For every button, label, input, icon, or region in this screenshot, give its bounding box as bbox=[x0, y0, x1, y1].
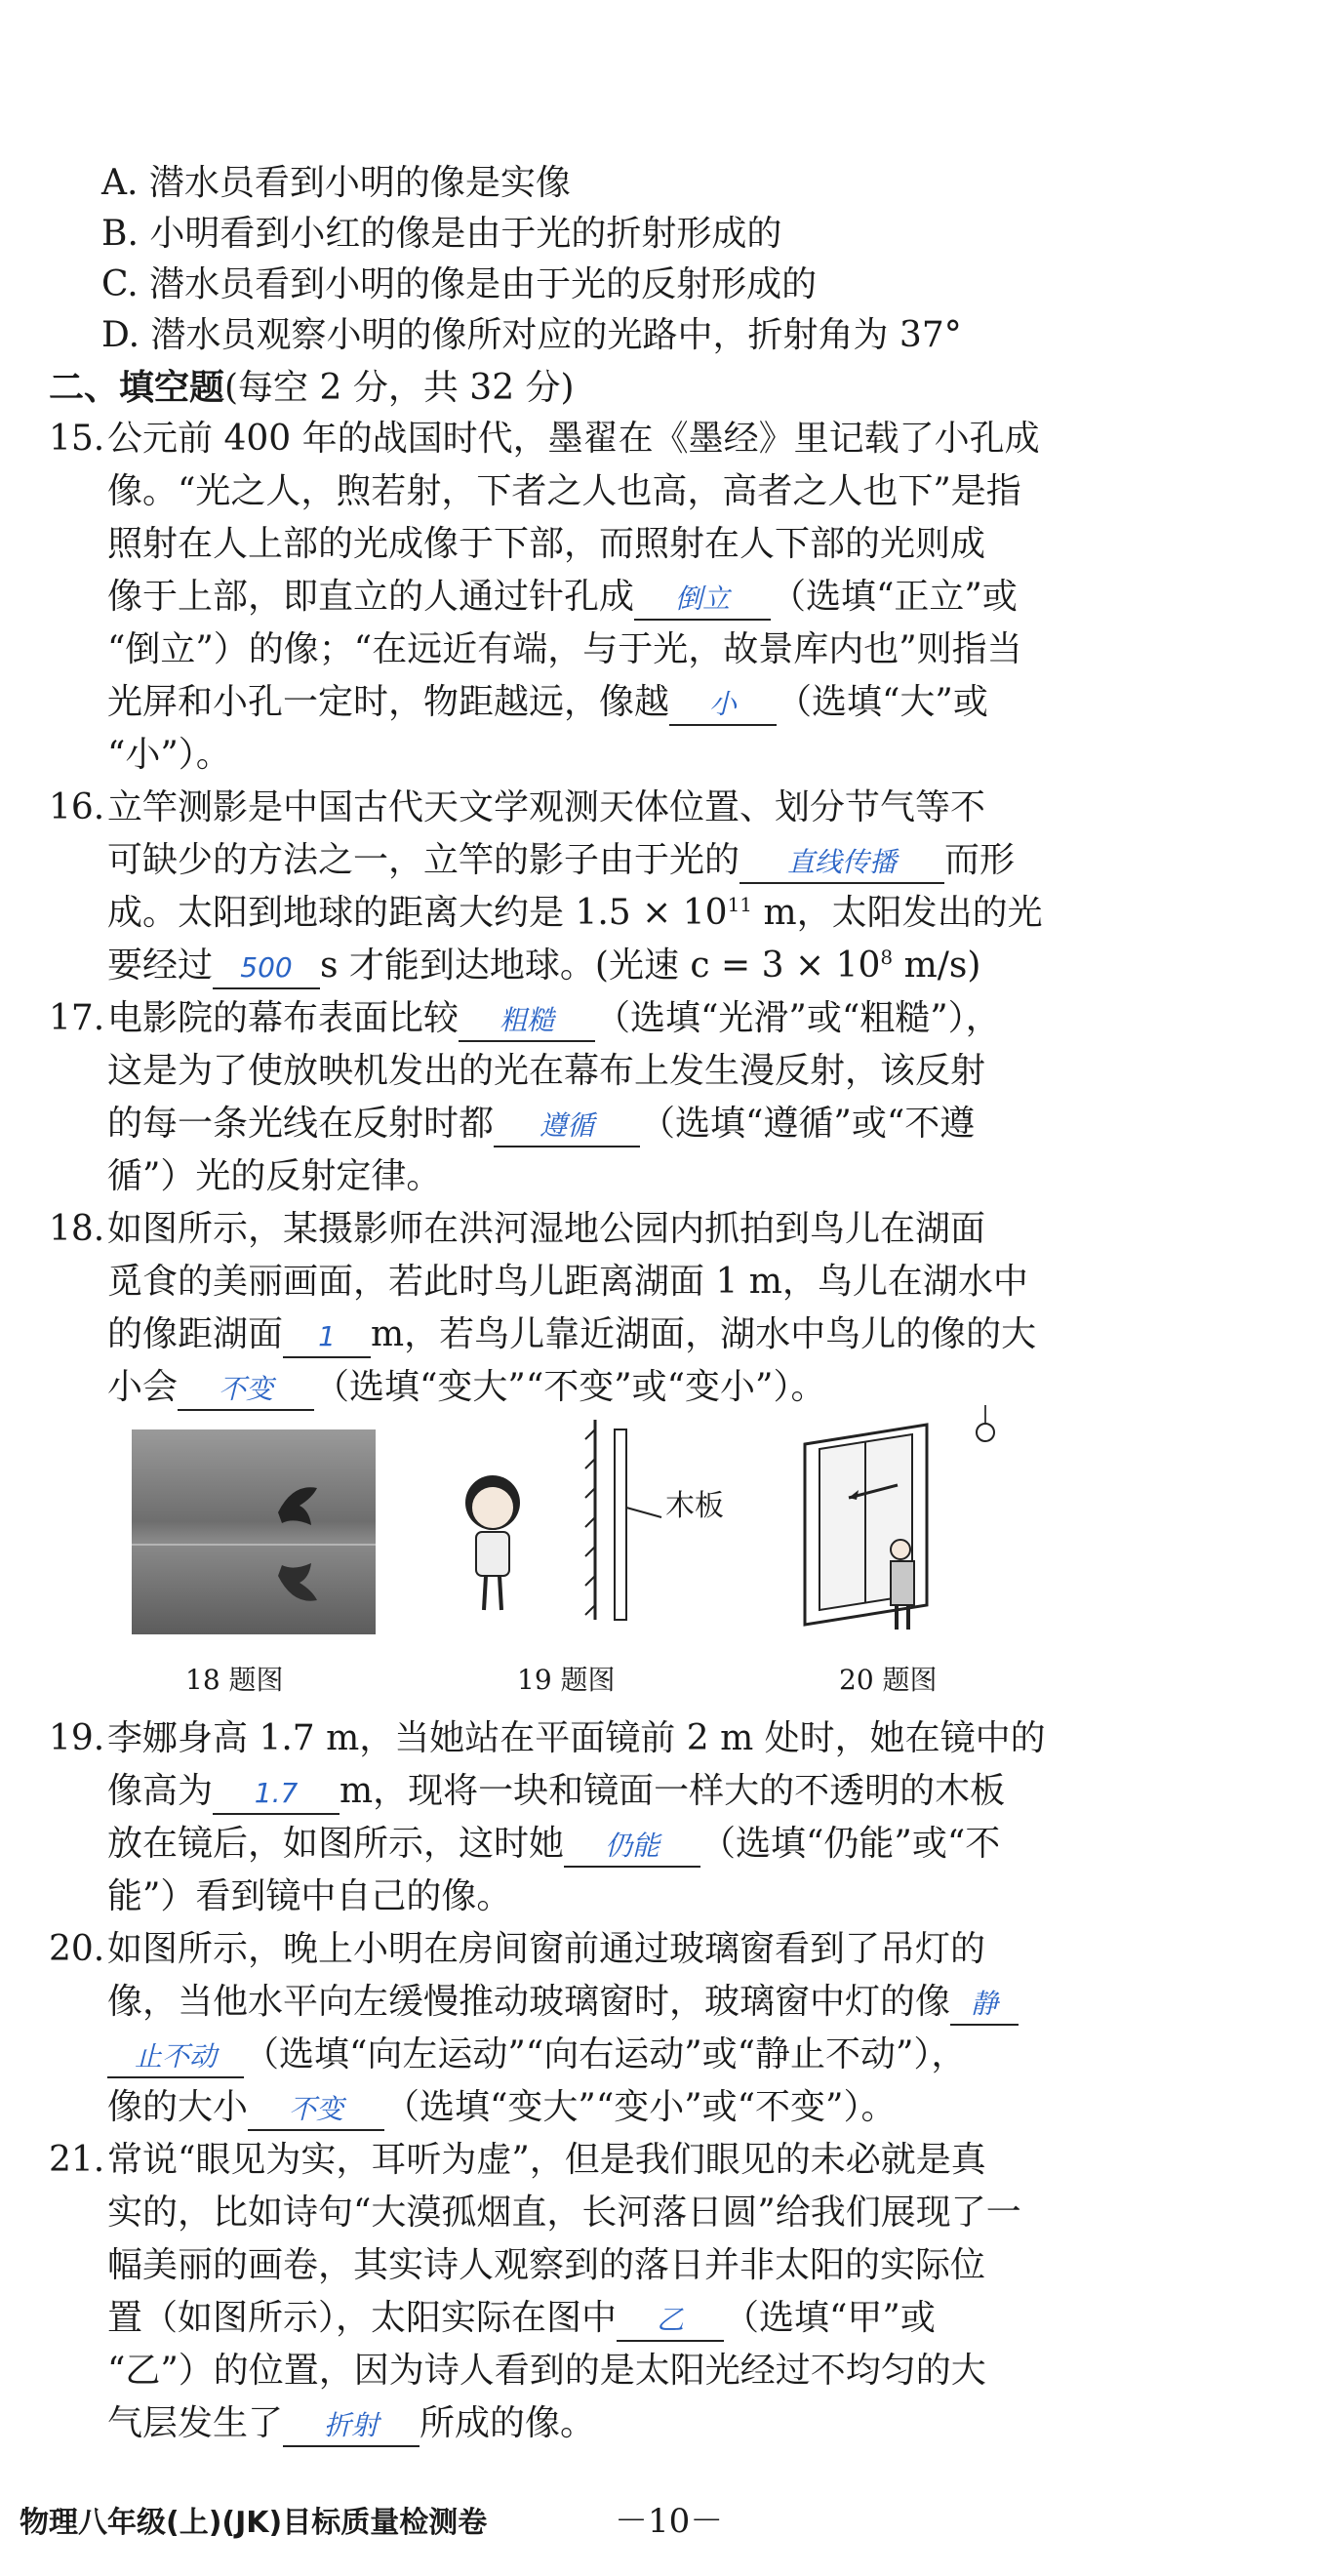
q20-line bbox=[107, 1977, 1019, 2028]
q21-text: 气层发生了 bbox=[107, 2403, 284, 2443]
q19-text: 像高为 bbox=[107, 1771, 214, 1811]
q19-line: 李娜身高 1.7 m，当她站在平面镜前 2 m 处时，她在镜中的 bbox=[107, 1718, 1046, 1758]
q15-answer-1: 倒立 bbox=[634, 580, 771, 621]
q19-text: （选填“仍能”或“不 bbox=[700, 1824, 1001, 1864]
q18-text: （选填“变大”“不变”或“变小”）。 bbox=[314, 1367, 826, 1407]
q15-line bbox=[107, 677, 988, 728]
q16-line bbox=[107, 941, 980, 991]
q19-answer-2: 仍能 bbox=[564, 1827, 700, 1868]
q16-number: 16. bbox=[49, 787, 105, 827]
q16-text: 要经过 bbox=[107, 946, 214, 986]
q20-line bbox=[107, 2030, 966, 2080]
q19-answer-1: 1.7 bbox=[213, 1774, 340, 1815]
option-a: A. 潜水员看到小明的像是实像 bbox=[101, 163, 571, 203]
q15-answer-2: 小 bbox=[669, 685, 777, 726]
q17-text: 电影院的幕布表面比较 bbox=[107, 998, 460, 1038]
q20-answer-1b: 止不动 bbox=[107, 2037, 244, 2078]
q17-line bbox=[107, 1099, 975, 1149]
q19-line: 能”）看到镜中自己的像。 bbox=[107, 1876, 512, 1916]
board-label: 木板 bbox=[665, 1489, 724, 1523]
q16-line bbox=[107, 888, 1043, 939]
q17-line: 这是为了使放映机发出的光在幕布上发生漫反射，该反射 bbox=[107, 1051, 986, 1091]
option-c: C. 潜水员看到小明的像是由于光的反射形成的 bbox=[101, 264, 818, 304]
q17-text: （选填“遵循”或“不遵 bbox=[640, 1104, 976, 1144]
q20-line: 如图所示，晚上小明在房间窗前通过玻璃窗看到了吊灯的 bbox=[107, 1929, 986, 1969]
q16-exponent: 8 bbox=[880, 946, 894, 969]
q20-line bbox=[107, 2082, 896, 2133]
q18-line bbox=[107, 1362, 825, 1413]
q15-text: （选填“大”或 bbox=[777, 682, 988, 722]
option-b: B. 小明看到小红的像是由于光的折射形成的 bbox=[101, 214, 782, 254]
q16-text: 成。太阳到地球的距离大约是 1.5 × 10 bbox=[107, 893, 728, 933]
q20-text: （选填“向左运动”“向右运动”或“静止不动”）， bbox=[244, 2034, 967, 2074]
section-title: 二、填空题 bbox=[49, 368, 225, 408]
caption-19: 19 题图 bbox=[517, 1664, 616, 1696]
q18-line bbox=[107, 1309, 1036, 1360]
q19-line bbox=[107, 1819, 1000, 1870]
q20-answer-1a: 静 bbox=[950, 1985, 1019, 2026]
q15-line: 像。“光之人，煦若射，下者之人也高，高者之人也下”是指 bbox=[107, 471, 1021, 511]
q15-line: “小”）。 bbox=[107, 735, 231, 775]
q21-answer-2: 折射 bbox=[283, 2406, 420, 2447]
caption-20: 20 题图 bbox=[839, 1664, 938, 1696]
q19-text: m，现将一块和镜面一样大的不透明的木板 bbox=[340, 1771, 1006, 1811]
q18-text: 的像距湖面 bbox=[107, 1314, 284, 1354]
q16-answer-2: 500 bbox=[213, 948, 320, 989]
figure-20-diagram bbox=[795, 1405, 1019, 1639]
q20-text: 像，当他水平向左缓慢推动玻璃窗时，玻璃窗中灯的像 bbox=[107, 1982, 951, 2022]
page-number: －10－ bbox=[615, 2502, 724, 2541]
q21-text: （选填“甲”或 bbox=[724, 2298, 936, 2338]
q15-text: （选填“正立”或 bbox=[771, 577, 1018, 617]
q16-text: 而形 bbox=[944, 840, 1016, 880]
q19-line bbox=[107, 1766, 1005, 1817]
q21-line: “乙”）的位置，因为诗人看到的是太阳光经过不均匀的大 bbox=[107, 2351, 986, 2391]
q15-line: 照射在人上部的光成像于下部，而照射在人下部的光则成 bbox=[107, 524, 986, 564]
q20-answer-2: 不变 bbox=[248, 2090, 384, 2131]
q21-line bbox=[107, 2293, 936, 2344]
q16-line: 立竿测影是中国古代天文学观测天体位置、划分节气等不 bbox=[107, 787, 986, 827]
q20-text: 像的大小 bbox=[107, 2087, 249, 2127]
q15-line bbox=[107, 572, 1018, 623]
q17-text: （选填“光滑”或“粗糙”）， bbox=[595, 998, 1001, 1038]
q17-line bbox=[107, 993, 1001, 1044]
q15-line: 公元前 400 年的战国时代，墨翟在《墨经》里记载了小孔成 bbox=[107, 419, 1040, 459]
section-heading bbox=[49, 363, 575, 414]
q18-line: 如图所示，某摄影师在洪河湿地公园内抓拍到鸟儿在湖面 bbox=[107, 1209, 986, 1249]
q16-line bbox=[107, 835, 1015, 886]
q18-line: 觅食的美丽画面，若此时鸟儿距离湖面 1 m，鸟儿在湖水中 bbox=[107, 1262, 1028, 1302]
q21-answer-1: 乙 bbox=[617, 2301, 724, 2342]
q16-text: m/s) bbox=[893, 946, 981, 986]
q17-text: 的每一条光线在反射时都 bbox=[107, 1104, 495, 1144]
q18-answer-1: 1 bbox=[283, 1317, 371, 1358]
q18-answer-2: 不变 bbox=[178, 1370, 314, 1411]
q17-answer-2: 遵循 bbox=[494, 1107, 640, 1147]
q15-line: “倒立”）的像；“在远近有端，与于光，故景库内也”则指当 bbox=[107, 629, 1022, 669]
q16-text: m，太阳发出的光 bbox=[752, 893, 1043, 933]
footer-title: 物理八年级(上)(JK)目标质量检测卷 bbox=[20, 2506, 488, 2540]
section-note: (每空 2 分，共 32 分) bbox=[224, 368, 575, 408]
q19-number: 19. bbox=[49, 1718, 105, 1758]
q21-number: 21. bbox=[49, 2140, 105, 2180]
figure-18-photo bbox=[132, 1429, 376, 1634]
q17-line: 循”）光的反射定律。 bbox=[107, 1156, 442, 1196]
q20-text: （选填“变大”“变小”或“不变”）。 bbox=[384, 2087, 897, 2127]
q21-text: 置（如图所示），太阳实际在图中 bbox=[107, 2298, 618, 2338]
q21-line: 幅美丽的画卷，其实诗人观察到的落日并非太阳的实际位 bbox=[107, 2245, 986, 2285]
option-d: D. 潜水员观察小明的像所对应的光路中，折射角为 37° bbox=[101, 315, 962, 355]
q21-line: 实的，比如诗句“大漠孤烟直，长河落日圆”给我们展现了一 bbox=[107, 2193, 1021, 2233]
q16-answer-1: 直线传播 bbox=[739, 843, 944, 884]
q17-number: 17. bbox=[49, 998, 105, 1038]
q21-text: 所成的像。 bbox=[420, 2403, 596, 2443]
q16-exponent: 11 bbox=[727, 893, 753, 916]
q19-text: 放在镜后，如图所示，这时她 bbox=[107, 1824, 565, 1864]
q16-text: 可缺少的方法之一，立竿的影子由于光的 bbox=[107, 840, 740, 880]
q21-line: 常说“眼见为实，耳听为虚”，但是我们眼见的未必就是真 bbox=[107, 2140, 986, 2180]
q17-answer-1: 粗糙 bbox=[459, 1001, 595, 1042]
q15-text: 光屏和小孔一定时，物距越远，像越 bbox=[107, 682, 670, 722]
q15-text: 像于上部，即直立的人通过针孔成 bbox=[107, 577, 635, 617]
q15-number: 15. bbox=[49, 419, 105, 459]
q18-text: 小会 bbox=[107, 1367, 179, 1407]
q20-number: 20. bbox=[49, 1929, 105, 1969]
caption-18: 18 题图 bbox=[185, 1664, 284, 1696]
q21-line bbox=[107, 2398, 595, 2449]
q16-text: s 才能到达地球。(光速 c = 3 × 10 bbox=[320, 946, 881, 986]
q18-text: m，若鸟儿靠近湖面，湖水中鸟儿的像的大 bbox=[371, 1314, 1037, 1354]
q18-number: 18. bbox=[49, 1209, 105, 1249]
